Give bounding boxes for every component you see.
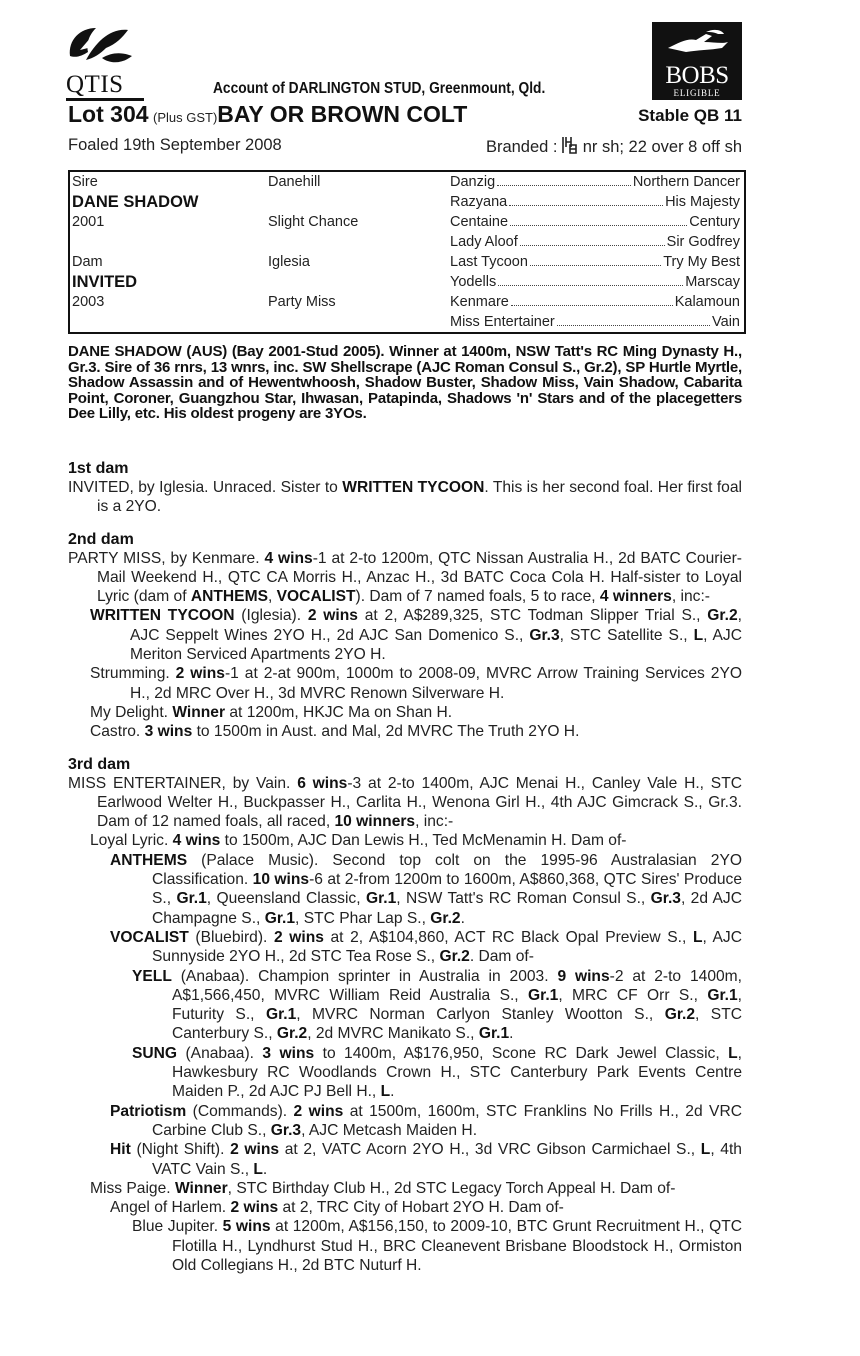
entry-text: . <box>262 1160 268 1178</box>
entry-text: Loyal Lyric. <box>90 832 173 850</box>
pedigree-horse: Lady Aloof <box>450 234 518 250</box>
entry-text: , inc:- <box>671 588 710 606</box>
entry-bold-text: VOCALIST <box>110 928 189 946</box>
vendor-account: Account of DARLINGTON STUD, Greenmount, Qld. <box>213 80 546 97</box>
entry-bold-text: Gr.2 <box>276 1025 308 1043</box>
entry-text: My Delight. <box>90 703 173 721</box>
qtis-emblem-icon <box>66 22 136 66</box>
produce-entry <box>68 851 742 928</box>
entry-bold-text: Gr.3 <box>529 626 560 644</box>
entry-text: , AJC Metcash Maiden H. <box>301 1121 478 1139</box>
entry-bold-text: L <box>692 928 703 946</box>
pedigree-col3 <box>450 232 740 252</box>
qtis-wordmark: QTIS <box>66 71 124 98</box>
entry-bold-text: Gr.2 <box>707 607 738 625</box>
entry-bold-text: Gr.1 <box>264 909 296 927</box>
entry-text: . <box>390 1083 395 1101</box>
pedigree-col1: Dam <box>72 254 103 270</box>
entry-bold-text: 4 winners <box>599 588 672 606</box>
entry-text: (Bluebird). <box>188 928 274 946</box>
entry-text: , AJC Meriton Serviced Apartments 2YO H. <box>130 626 742 664</box>
pedigree-sire: Sir Godfrey <box>666 234 740 250</box>
entry-text: to 1500m, AJC Dan Lewis H., Ted McMenamin H. Dam of- <box>220 832 627 850</box>
entry-text: . <box>460 909 465 927</box>
brand-mark-icon <box>562 136 578 154</box>
bobs-wordmark: BOBS <box>665 62 729 89</box>
entry-bold-text: 2 wins <box>293 1102 344 1120</box>
dotted-leader <box>510 212 687 226</box>
pedigree-row <box>70 272 744 292</box>
entry-bold-text: 3 wins <box>144 723 193 741</box>
entry-text: , 4th VATC Vain S., <box>152 1141 742 1178</box>
entry-text: , STC Birthday Club H., 2d STC Legacy Torch Appeal H. Dam of- <box>227 1179 676 1197</box>
entry-bold-text: 10 wins <box>252 871 310 889</box>
entry-text: (Palace Music). Second top colt on the 1995-96 Australasian 2YO Classification. <box>152 851 742 889</box>
entry-bold-text: 2 wins <box>273 928 324 946</box>
entry-bold-text: Patriotism <box>110 1102 187 1120</box>
entry-text: at 1200m, HKJC Ma on Shan H. <box>225 703 453 721</box>
pedigree-sire: Northern Dancer <box>632 174 740 190</box>
dam-section <box>68 531 742 742</box>
entry-bold-text: Gr.1 <box>528 986 559 1004</box>
entry-bold-text: Hit <box>110 1141 131 1159</box>
lot-number: Lot 304 <box>68 101 149 127</box>
racehorse-icon <box>662 28 732 58</box>
pedigree-col1: INVITED <box>72 273 138 291</box>
pedigree-col2: Slight Chance <box>268 214 359 230</box>
pedigree-sire: His Majesty <box>665 194 740 210</box>
pedigree-row <box>70 292 744 312</box>
pedigree-col3 <box>450 172 740 192</box>
entry-bold-text: Gr.2 <box>664 1006 696 1024</box>
foaling-info <box>68 136 742 155</box>
pedigree-row <box>70 312 744 332</box>
pedigree-sire: Kalamoun <box>674 294 740 310</box>
entry-bold-text: Winner <box>174 1179 228 1197</box>
entry-text: at 1500m, 1600m, STC Franklins No Frills H., 2d VRC Carbine Club S., <box>152 1102 742 1139</box>
produce-entry <box>68 549 742 607</box>
entry-text: , Hawkesbury RC Woodlands Crown H., STC Canterbury Park Events Centre Maiden P., 2d AJC PJ Bell H., <box>172 1044 742 1101</box>
entry-bold-text: Gr.1 <box>265 1006 297 1024</box>
entry-text: , NSW Tatt's RC Roman Consul S., <box>396 890 651 908</box>
entry-text: (Night Shift). <box>130 1141 231 1159</box>
entry-text: , MRC CF Orr S., <box>558 986 708 1004</box>
entry-bold-text: 6 wins <box>297 774 348 792</box>
entry-bold-text: Gr.3 <box>270 1121 302 1139</box>
entry-bold-text: 2 wins <box>307 607 358 625</box>
dotted-leader <box>530 252 661 266</box>
entry-text: PARTY MISS, by Kenmare. <box>68 549 265 567</box>
entry-bold-text: Gr.1 <box>478 1025 510 1043</box>
entry-bold-text: YELL <box>132 967 172 985</box>
entry-bold-text: ANTHEMS <box>110 851 188 869</box>
branded-label: Branded : <box>485 138 558 156</box>
pedigree-row <box>70 232 744 252</box>
dotted-leader <box>509 192 663 206</box>
pedigree-col3 <box>450 192 740 212</box>
entry-bold-text: 9 wins <box>557 967 610 985</box>
entry-text: , Futurity S., <box>172 986 743 1024</box>
stable-location: Stable QB 11 <box>638 106 742 125</box>
entry-text: , STC Satellite S., <box>559 626 694 644</box>
lot-heading <box>68 101 742 128</box>
entry-text: -1 at 2-to 1200m, QTC Nissan Australia H., 2d BATC Courier-Mail Weekend H., QTC CA Morris H., Anzac H., 3d BATC Coca Cola H. Half-sister to Loyal Lyric (dam of <box>97 549 742 606</box>
plus-gst-note: (Plus GST) <box>152 110 218 125</box>
pedigree-col2: Party Miss <box>268 294 336 310</box>
entry-text: , inc:- <box>415 813 454 831</box>
branded-detail: nr sh; 22 over 8 off sh <box>582 138 742 156</box>
section-heading: 2nd dam <box>68 530 134 548</box>
dotted-leader <box>497 172 631 186</box>
dotted-leader <box>520 232 665 246</box>
pedigree-row <box>70 212 744 232</box>
entry-text: . <box>509 1025 514 1043</box>
entry-text: to 1500m in Aust. and Mal, 2d MVRC The Truth 2YO H. <box>192 723 580 741</box>
entry-bold-text: 3 wins <box>262 1044 315 1062</box>
entry-text: Castro. <box>90 723 145 741</box>
entry-text: , Queensland Classic, <box>206 890 366 908</box>
entry-bold-text: L <box>253 1160 263 1178</box>
foaled-date: Foaled 19th September 2008 <box>68 136 282 154</box>
entry-bold-text: L <box>700 1141 711 1159</box>
pedigree-col1: Sire <box>72 174 98 190</box>
section-heading: 1st dam <box>68 460 129 477</box>
produce-entry <box>68 703 742 722</box>
pedigree-table <box>68 170 746 334</box>
entry-bold-text: Gr.1 <box>365 890 397 908</box>
bobs-eligible-label: ELIGIBLE <box>673 88 721 98</box>
entry-text: Blue Jupiter. <box>132 1218 223 1236</box>
brand-info <box>486 136 742 157</box>
produce-entry <box>68 1217 742 1275</box>
pedigree-col1: 2001 <box>72 214 105 230</box>
pedigree-sire: Try My Best <box>663 254 740 270</box>
dotted-leader <box>511 292 673 306</box>
produce-entry <box>68 478 742 517</box>
entry-text: -3 at 2-to 1400m, AJC Menai H., Canley Vale H., STC Earlwood Welter H., Buckpasser H., Carlita H., Wenona Girl H., 4th AJC Gimcrack S., Gr.3. Dam of 12 named foals, all raced, <box>97 774 742 831</box>
entry-text: at 2, A$289,325, STC Todman Slipper Trial S., <box>357 607 708 625</box>
entry-text: , 2d MVRC Manikato S., <box>307 1025 479 1043</box>
produce-entry <box>68 722 742 741</box>
pedigree-sire: Century <box>689 214 740 230</box>
entry-text: , AJC Sunnyside 2YO H., 2d STC Tea Rose S., <box>152 928 742 966</box>
produce-entry <box>68 928 742 967</box>
entry-bold-text: 2 wins <box>175 665 225 683</box>
pedigree-col3 <box>450 252 740 272</box>
sire-summary: DANE SHADOW (AUS) (Bay 2001-Stud 2005). Winner at 1400m, NSW Tatt's RC Ming Dynasty H., Gr.3. Sire of 36 rnrs, 13 wnrs, inc. SW Shellscrape (AJC Roman Consul S., Gr.2), SP Hurtle Myrtle, Shadow Assassin and of Hewentwhoosh, Shadow Buster, Shadow Miss, Vain Shadow, Cabarita Point, Coroner, Guangzhou Star, Ihwasan, Patapinda, Shadows 'n' Stars and of the placegetters Dee Lilly, etc. His oldest progeny are 3YOs. <box>68 343 742 422</box>
pedigree-col1: 2003 <box>72 294 105 310</box>
qtis-logo <box>66 22 146 101</box>
pedigree-sire: Vain <box>712 314 740 330</box>
produce-entry <box>68 774 742 832</box>
entry-bold-text: 10 winners <box>334 813 416 831</box>
entry-text: , AJC Seppelt Wines 2YO H., 2d AJC San Domenico S., <box>130 607 742 644</box>
entry-text: . Dam of- <box>469 948 534 966</box>
pedigree-sire: Marscay <box>685 274 740 290</box>
pedigree-horse: Kenmare <box>450 294 509 310</box>
produce-entry <box>68 967 742 1044</box>
pedigree-col2: Danehill <box>268 174 321 190</box>
dotted-leader <box>498 272 683 286</box>
pedigree-col1: DANE SHADOW <box>72 193 199 211</box>
dotted-leader <box>557 312 710 326</box>
entry-bold-text: WRITTEN TYCOON <box>342 479 485 496</box>
produce-entry <box>68 1102 742 1141</box>
pedigree-col2: Iglesia <box>268 254 310 270</box>
produce-entry <box>68 606 742 664</box>
entry-text: at 1200m, A$156,150, to 2009-10, BTC Grunt Recruitment H., QTC Flotilla H., Lyndhurst Stud H., BRC Cleanevent Brisbane Bloodstock H., Ormiston Old Collegians H., 2d BTC Nuturf H. <box>172 1218 742 1274</box>
entry-bold-text: 2 wins <box>230 1141 280 1159</box>
pedigree-col3 <box>450 312 740 332</box>
produce-entry <box>68 1140 742 1179</box>
entry-text: , 2d AJC Champagne S., <box>152 890 742 927</box>
entry-text: . This is her second foal. Her first foal is a 2YO. <box>97 479 742 516</box>
entry-text: MISS ENTERTAINER, by Vain. <box>68 774 298 792</box>
pedigree-row <box>70 172 744 192</box>
bobs-eligible-logo <box>652 22 742 100</box>
entry-text: at 2, TRC City of Hobart 2YO H. Dam of- <box>278 1199 564 1217</box>
pedigree-horse: Miss Entertainer <box>450 314 555 330</box>
entry-text: to 1400m, A$176,950, Scone RC Dark Jewel Classic, <box>314 1044 729 1062</box>
entry-text: , <box>267 588 277 606</box>
pedigree-horse: Danzig <box>450 174 496 190</box>
entry-bold-text: 5 wins <box>222 1218 271 1236</box>
dam-section <box>68 460 742 517</box>
entry-text: -1 at 2-at 900m, 1000m to 2008-09, MVRC Arrow Training Services 2YO H., 2d MRC Over H., 3d MVRC Renown Silverware H. <box>130 665 742 702</box>
entry-text: Strumming. <box>90 665 176 683</box>
pedigree-col3 <box>450 212 740 232</box>
entry-bold-text: 4 wins <box>264 549 313 567</box>
entry-text: , STC Phar Lap S., <box>295 909 431 927</box>
entry-text: , STC Canterbury S., <box>172 1006 742 1043</box>
entry-bold-text: Gr.2 <box>430 909 461 927</box>
produce-entry <box>68 831 742 850</box>
entry-bold-text: SUNG <box>132 1044 178 1062</box>
entry-bold-text: Gr.1 <box>707 986 738 1004</box>
entry-text: , MVRC Norman Carlyon Stanley Wootton S., <box>296 1006 665 1024</box>
horse-description: BAY OR BROWN COLT <box>217 101 468 127</box>
entry-bold-text: L <box>380 1083 391 1101</box>
entry-bold-text: L <box>728 1044 738 1062</box>
produce-entry <box>68 1198 742 1217</box>
entry-text: (Anabaa). <box>177 1044 263 1062</box>
entry-text: (Iglesia). <box>234 607 308 625</box>
entry-text: at 2, A$104,860, ACT RC Black Opal Preview S., <box>323 928 693 946</box>
entry-text: Angel of Harlem. <box>110 1199 231 1217</box>
entry-text: INVITED, by Iglesia. Unraced. Sister to <box>68 479 343 496</box>
produce-entry <box>68 1179 742 1198</box>
entry-bold-text: 2 wins <box>230 1199 279 1217</box>
pedigree-horse: Centaine <box>450 214 509 230</box>
pedigree-row <box>70 192 744 212</box>
entry-text: -2 at 2-to 1400m, A$1,566,450, MVRC William Reid Australia S., <box>172 967 742 1004</box>
entry-text: (Anabaa). Champion sprinter in Australia in 2003. <box>171 967 558 985</box>
pedigree-horse: Yodells <box>450 274 497 290</box>
pedigree-col3 <box>450 292 740 312</box>
pedigree-col3 <box>450 272 740 292</box>
entry-bold-text: Gr.2 <box>439 948 470 966</box>
entry-bold-text: 4 wins <box>172 832 221 850</box>
entry-text: at 2, VATC Acorn 2YO H., 3d VRC Gibson Carmichael S., <box>279 1141 701 1159</box>
entry-text: ). Dam of 7 named foals, 5 to race, <box>355 588 600 606</box>
pedigree-horse: Last Tycoon <box>450 254 528 270</box>
entry-bold-text: VOCALIST <box>276 588 356 606</box>
produce-entry <box>68 664 742 703</box>
entry-text: -6 at 2-from 1200m to 1600m, A$860,368, QTC Sires' Produce S., <box>152 871 742 908</box>
pedigree-horse: Razyana <box>450 194 508 210</box>
produce-entry <box>68 1044 742 1102</box>
section-heading: 3rd dam <box>68 755 131 773</box>
entry-bold-text: L <box>693 626 704 644</box>
entry-bold-text: ANTHEMS <box>190 588 268 606</box>
dam-line <box>68 460 742 1289</box>
pedigree-row <box>70 252 744 272</box>
entry-text: (Commands). <box>186 1102 294 1120</box>
entry-bold-text: WRITTEN TYCOON <box>90 607 235 625</box>
entry-bold-text: Gr.3 <box>650 890 681 908</box>
entry-bold-text: Winner <box>172 703 226 721</box>
entry-text: Miss Paige. <box>90 1179 175 1197</box>
entry-bold-text: Gr.1 <box>176 890 207 908</box>
dam-section <box>68 756 742 1276</box>
